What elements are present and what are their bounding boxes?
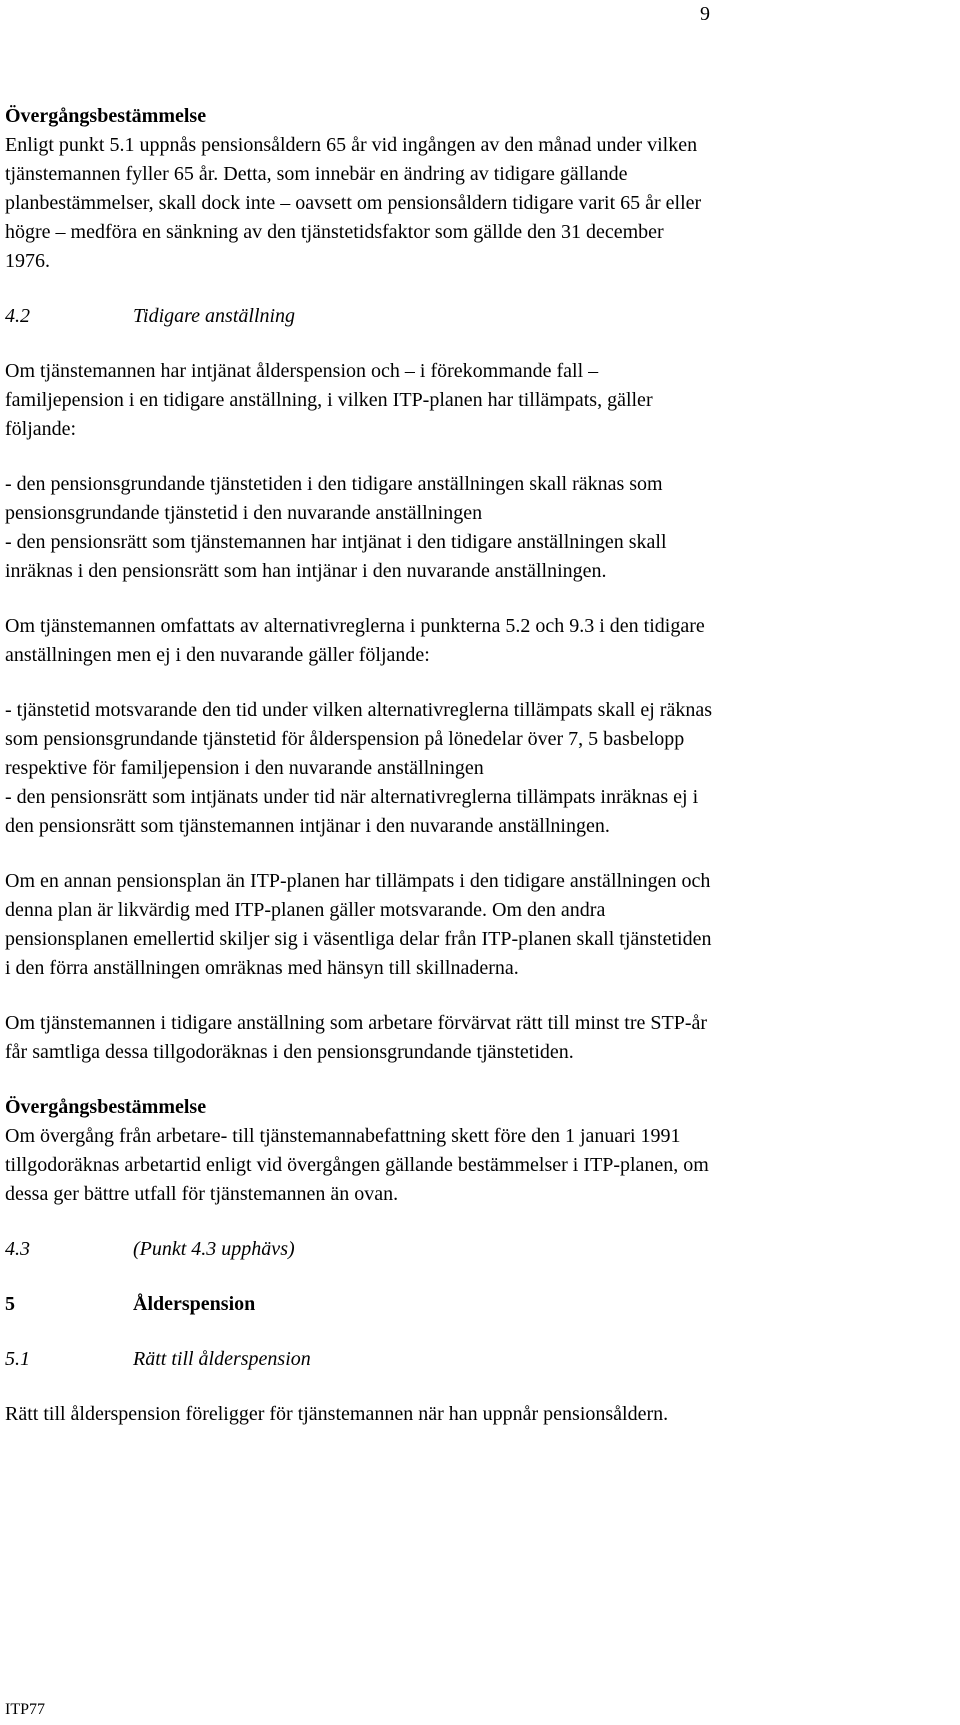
paragraph-line: respektive för familjepension i den nuvarande anställningen xyxy=(5,757,484,779)
paragraph-line: den pensionsrätt som tjänstemannen intjänar i den nuvarande anställningen. xyxy=(5,815,610,837)
section-title: Tidigare anställning xyxy=(133,305,296,327)
transitional-line: Om övergång från arbetare- till tjänstemannabefattning skett före den 1 januari 1991 xyxy=(5,1125,681,1147)
paragraph-line: Om tjänstemannen i tidigare anställning som arbetare förvärvat rätt till minst tre STP-år xyxy=(5,1012,708,1034)
transitional-line: tjänstemannen fyller 65 år. Detta, som innebär en ändring av tidigare gällande xyxy=(5,163,628,185)
section-5-heading xyxy=(5,1290,945,1319)
page-number: 9 xyxy=(700,3,710,25)
paragraph-line: - den pensionsgrundande tjänstetiden i den tidigare anställningen skall räknas som xyxy=(5,473,663,495)
section-number: 5 xyxy=(5,1293,15,1315)
transitional-line: 1976. xyxy=(5,250,50,272)
transitional-provision-heading-1: Övergångsbestämmelse xyxy=(5,105,207,127)
section-number: 4.3 xyxy=(5,1238,30,1260)
paragraph-line: denna plan är likvärdig med ITP-planen gäller motsvarande. Om den andra xyxy=(5,899,606,921)
paragraph-line: pensionsgrundande tjänstetid i den nuvarande anställningen xyxy=(5,502,483,524)
transitional-line: planbestämmelser, skall dock inte – oavsett om pensionsåldern tidigare varit 65 år eller xyxy=(5,192,702,214)
paragraph-line: Om tjänstemannen har intjänat ålderspension och – i förekommande fall – xyxy=(5,360,599,382)
section-title: Ålderspension xyxy=(133,1293,256,1315)
section-4-2-heading xyxy=(5,302,945,331)
transitional-line: tillgodoräknas arbetartid enligt vid övergången gällande bestämmelser i ITP-planen, om xyxy=(5,1154,709,1176)
paragraph-line: - tjänstetid motsvarande den tid under vilken alternativreglerna tillämpats skall ej räknas xyxy=(5,699,712,721)
section-number: 4.2 xyxy=(5,305,30,327)
paragraph-line: i den förra anställningen omräknas med hänsyn till skillnaderna. xyxy=(5,957,519,979)
document-body xyxy=(5,102,945,1429)
paragraph-line: Om tjänstemannen omfattats av alternativreglerna i punkterna 5.2 och 9.3 i den tidigare xyxy=(5,615,705,637)
transitional-line: Enligt punkt 5.1 uppnås pensionsåldern 65 år vid ingången av den månad under vilken xyxy=(5,134,698,156)
paragraph-line: pensionsplanen emellertid skiljer sig i väsentliga delar från ITP-planen skall tjänstetiden xyxy=(5,928,712,950)
section-title: Rätt till ålderspension xyxy=(133,1348,311,1370)
section-5-1-heading xyxy=(5,1345,945,1374)
transitional-line: högre – medföra en sänkning av den tjänstetidsfaktor som gällde den 31 december xyxy=(5,221,664,243)
section-title: (Punkt 4.3 upphävs) xyxy=(133,1238,295,1260)
section-4-3-heading xyxy=(5,1235,945,1264)
paragraph-line: följande: xyxy=(5,418,77,440)
paragraph-line: som pensionsgrundande tjänstetid för ålderspension på lönedelar över 7, 5 basbelopp xyxy=(5,728,685,750)
transitional-provision-heading-2: Övergångsbestämmelse xyxy=(5,1096,207,1118)
paragraph-line: Om en annan pensionsplan än ITP-planen har tillämpats i den tidigare anställningen och xyxy=(5,870,711,892)
paragraph-line: - den pensionsrätt som intjänats under tid när alternativreglerna tillämpats inräknas ej i xyxy=(5,786,699,808)
paragraph-line: Rätt till ålderspension föreligger för tjänstemannen när han uppnår pensionsåldern. xyxy=(5,1403,669,1425)
section-number: 5.1 xyxy=(5,1348,30,1370)
transitional-line: dessa ger bättre utfall för tjänstemannen än ovan. xyxy=(5,1183,399,1205)
document-footer: ITP77 xyxy=(5,1701,45,1718)
paragraph-line: anställningen men ej i den nuvarande gäller följande: xyxy=(5,644,430,666)
paragraph-line: får samtliga dessa tillgodoräknas i den pensionsgrundande tjänstetiden. xyxy=(5,1041,574,1063)
paragraph-line: familjepension i en tidigare anställning, i vilken ITP-planen har tillämpats, gäller xyxy=(5,389,653,411)
paragraph-line: - den pensionsrätt som tjänstemannen har intjänat i den tidigare anställningen skall xyxy=(5,531,667,553)
paragraph-line: inräknas i den pensionsrätt som han intjänar i den nuvarande anställningen. xyxy=(5,560,607,582)
